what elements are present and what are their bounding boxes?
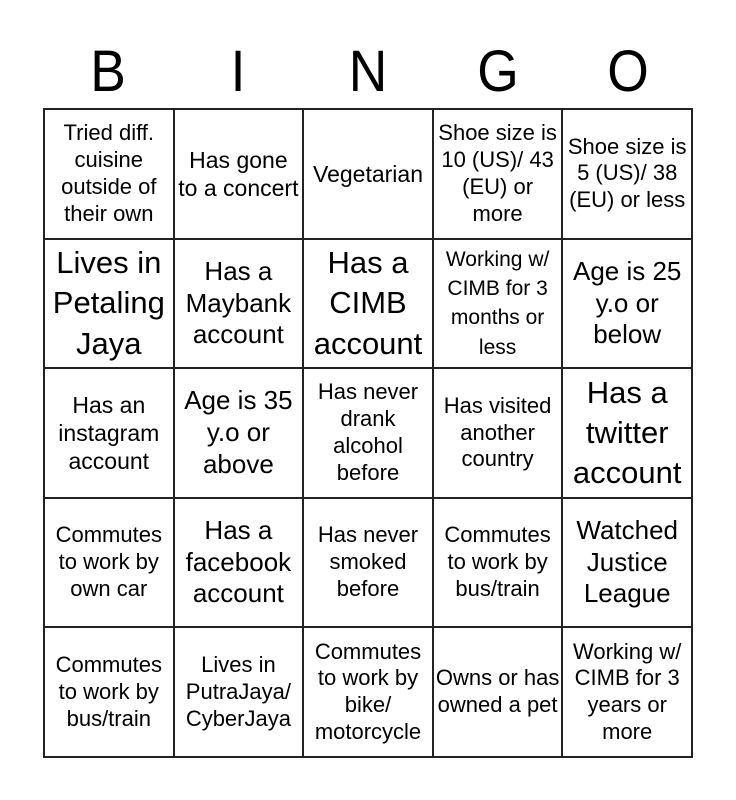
bingo-cell[interactable]: Commutes to work by bus/train xyxy=(44,627,174,757)
bingo-cell[interactable]: Has a twitter account xyxy=(562,368,692,498)
bingo-cell[interactable]: Commutes to work by own car xyxy=(44,498,174,628)
bingo-cell[interactable]: Has visited another country xyxy=(433,368,563,498)
bingo-cell[interactable]: Has never smoked before xyxy=(303,498,433,628)
bingo-cell[interactable]: Has a CIMB account xyxy=(303,239,433,369)
bingo-cell[interactable]: Has a Maybank account xyxy=(174,239,304,369)
bingo-cell[interactable]: Commutes to work by bus/train xyxy=(433,498,563,628)
bingo-cell[interactable]: Shoe size is 10 (US)/ 43 (EU) or more xyxy=(433,109,563,239)
header-letter-g: G xyxy=(477,39,519,104)
bingo-cell[interactable]: Lives in Petaling Jaya xyxy=(44,239,174,369)
bingo-cell[interactable]: Shoe size is 5 (US)/ 38 (EU) or less xyxy=(562,109,692,239)
header-letter-i: I xyxy=(230,39,246,104)
bingo-cell[interactable]: Vegetarian xyxy=(303,109,433,239)
bingo-cell[interactable]: Has never drank alcohol before xyxy=(303,368,433,498)
header-letter-b: B xyxy=(90,39,126,104)
bingo-cell[interactable]: Commutes to work by bike/ motorcycle xyxy=(303,627,433,757)
bingo-cell[interactable]: Owns or has owned a pet xyxy=(433,627,563,757)
bingo-cell[interactable]: Watched Justice League xyxy=(562,498,692,628)
bingo-card xyxy=(43,108,693,758)
bingo-cell[interactable]: Age is 35 y.o or above xyxy=(174,368,304,498)
bingo-header xyxy=(43,40,693,104)
header-letter-n: N xyxy=(348,39,388,104)
bingo-cell[interactable]: Has an instagram account xyxy=(44,368,174,498)
bingo-cell[interactable]: Tried diff. cuisine outside of their own xyxy=(44,109,174,239)
bingo-cell[interactable]: Working w/ CIMB for 3 years or more xyxy=(562,627,692,757)
bingo-cell[interactable]: Has gone to a concert xyxy=(174,109,304,239)
bingo-cell[interactable]: Age is 25 y.o or below xyxy=(562,239,692,369)
header-letter-o: O xyxy=(607,39,649,104)
bingo-cell[interactable]: Lives in PutraJaya/ CyberJaya xyxy=(174,627,304,757)
bingo-cell[interactable]: Working w/ CIMB for 3 months or less xyxy=(433,239,563,369)
bingo-cell[interactable]: Has a facebook account xyxy=(174,498,304,628)
